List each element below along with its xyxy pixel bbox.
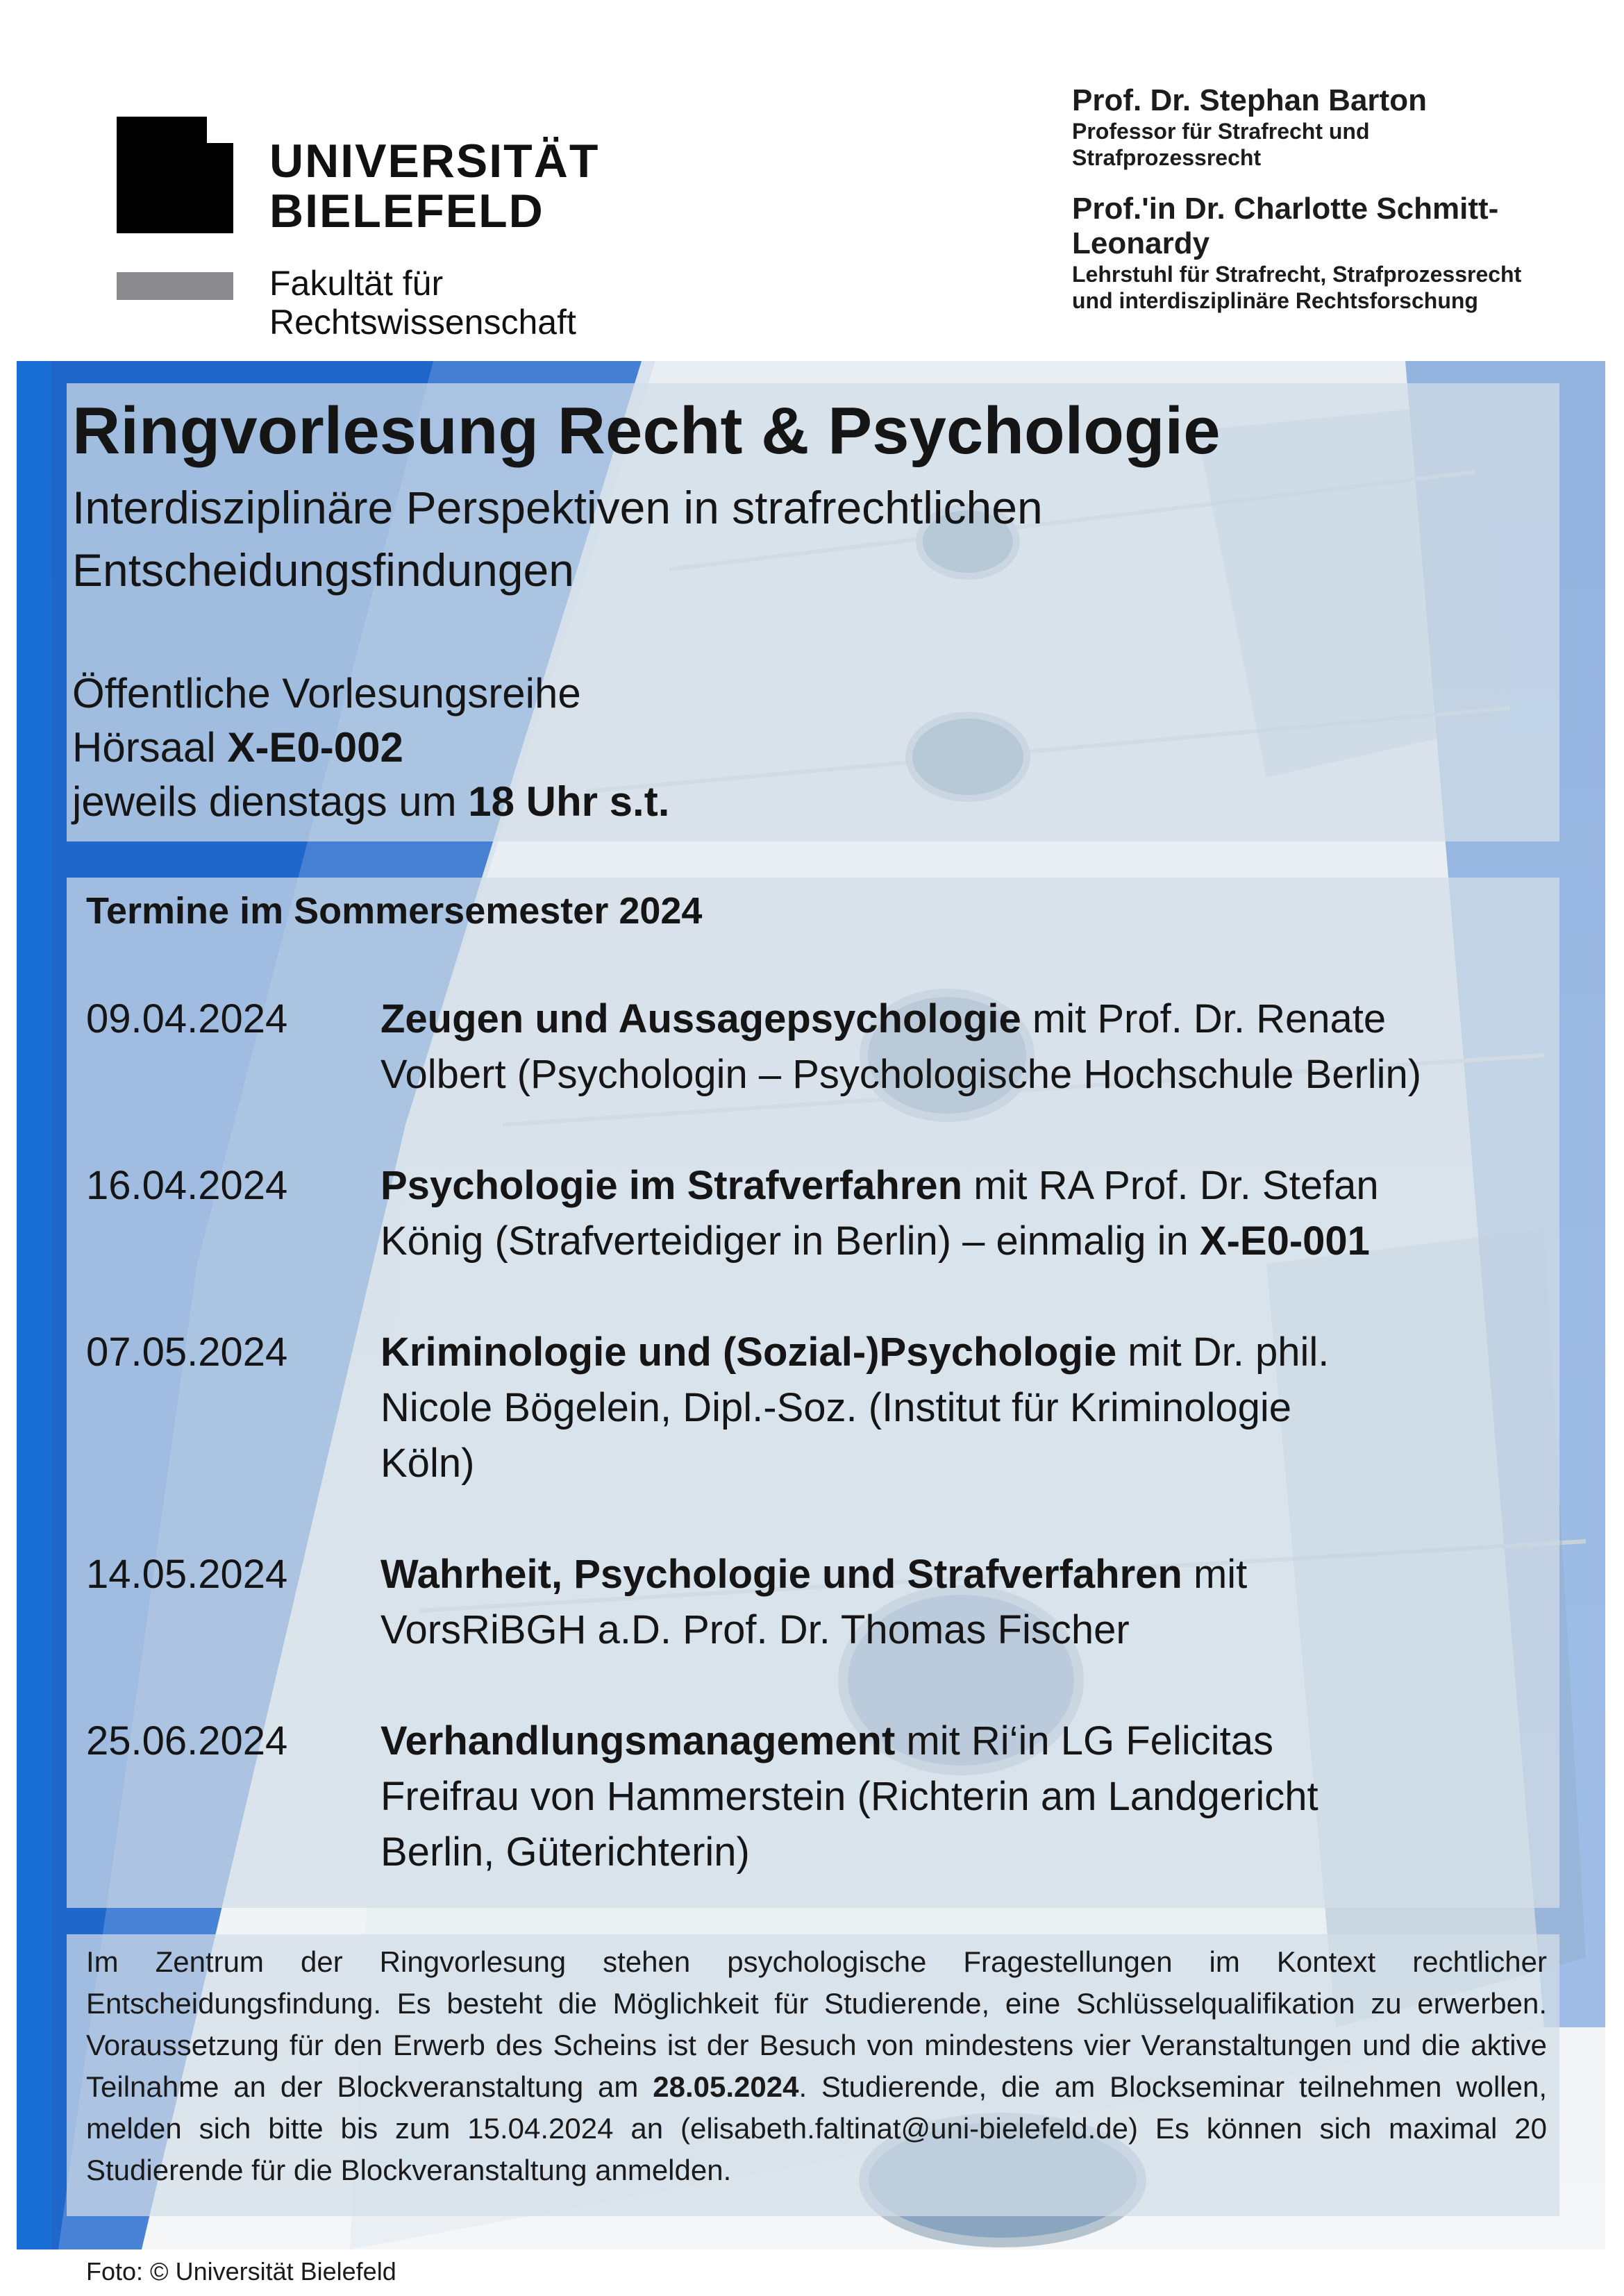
event-subtitle — [72, 476, 1391, 601]
event-line1-rest: mit — [1193, 1552, 1248, 1597]
event-date: 16.04.2024 — [86, 1163, 288, 1208]
event-date: 25.06.2024 — [86, 1718, 288, 1763]
footer-description — [86, 1941, 1547, 2191]
event-line2: Volbert (Psychologin – Psychologische Hochschule Berlin) — [380, 1052, 1422, 1097]
event-topic: Psychologie im Strafverfahren — [380, 1163, 963, 1208]
faculty-line1: Fakultät für — [269, 264, 444, 303]
event-description — [380, 991, 1624, 1103]
professor-1-name: Prof. Dr. Stephan Barton — [1072, 83, 1427, 117]
professor-1-role-line1: Professor für Strafrecht und — [1072, 119, 1370, 144]
event-description — [380, 1325, 1624, 1491]
event-description — [380, 1713, 1624, 1880]
event-line1-rest: mit Dr. phil. — [1128, 1330, 1330, 1375]
professor-2-name-line2: Leonardy — [1072, 226, 1210, 260]
time-value: 18 Uhr s.t. — [468, 778, 670, 825]
block-date: 28.05.2024 — [653, 2070, 799, 2103]
event-line1-rest: mit RA Prof. Dr. Stefan — [973, 1163, 1379, 1208]
professor-2-role-line2: und interdisziplinäre Rechtsforschung — [1072, 288, 1478, 313]
series-label: Öffentliche Vorlesungsreihe — [72, 670, 581, 717]
professor-2-name-line1: Prof.'in Dr. Charlotte Schmitt- — [1072, 192, 1499, 226]
event-title: Ringvorlesung Recht & Psychologie — [72, 394, 1221, 468]
event-line2: König (Strafverteidiger in Berlin) – einmalig in — [380, 1218, 1189, 1264]
event-line2: Freifrau von Hammerstein (Richterin am Landgericht — [380, 1774, 1319, 1819]
schedule-heading: Termine im Sommersemester 2024 — [86, 890, 703, 932]
footer-text-before: Im Zentrum der Ringvorlesung stehen psychologische Fragestellungen im Kontext rechtlicher Entscheidungsfindung. Es besteht die Möglichkeit für Studierende, eine Schlüsselqualifikation zu erwerben. Voraussetzung für den Erwerb des Scheins ist der Besuch von mindestens vier Veranstaltungen und die aktive Teilnahme an der Blockveranstaltung am — [86, 1945, 1547, 2103]
footer-text-after: . Studierende, die am Blockseminar teilnehmen wollen, melden sich bitte bis zum 15.04.2024 an (elisabeth.faltinat@uni-bielefeld.de) Es können sich maximal 20 Studierende für die Blockveranstaltung anmelden. — [86, 2070, 1548, 2186]
event-room-bold: X-E0-001 — [1199, 1218, 1370, 1264]
professor-1-role-line2: Strafprozessrecht — [1072, 145, 1262, 170]
university-name — [269, 136, 599, 236]
university-line1: UNIVERSITÄT — [269, 135, 600, 187]
professor-2-role-line1: Lehrstuhl für Strafrecht, Strafprozessrecht — [1072, 262, 1522, 287]
event-description — [380, 1547, 1624, 1658]
event-line3: Berlin, Güterichterin) — [380, 1829, 750, 1875]
event-topic: Verhandlungsmanagement — [380, 1718, 896, 1763]
professors-block — [1072, 83, 1558, 314]
subtitle-line1: Interdisziplinäre Perspektiven in strafrechtlichen — [72, 482, 1043, 533]
time-prefix: jeweils dienstags um — [72, 778, 457, 825]
event-line3: Köln) — [380, 1441, 475, 1486]
event-date: 14.05.2024 — [86, 1552, 288, 1597]
subtitle-line2: Entscheidungsfindungen — [72, 544, 574, 596]
event-line2: Nicole Bögelein, Dipl.-Soz. (Institut für Kriminologie — [380, 1385, 1291, 1430]
event-description — [380, 1158, 1624, 1269]
photo-credit: Foto: © Universität Bielefeld — [86, 2257, 396, 2286]
faculty-name — [269, 264, 576, 342]
logo-gray-bar — [117, 272, 233, 300]
logo-notch — [207, 117, 233, 143]
room-number: X-E0-002 — [227, 724, 403, 771]
room-prefix: Hörsaal — [72, 724, 216, 771]
event-line2: VorsRiBGH a.D. Prof. Dr. Thomas Fischer — [380, 1607, 1130, 1652]
university-line2: BIELEFELD — [269, 185, 544, 237]
event-line1-rest: mit Ri‘in LG Felicitas — [906, 1718, 1273, 1763]
time-line — [72, 775, 669, 829]
event-info — [72, 667, 669, 829]
event-topic: Zeugen und Aussagepsychologie — [380, 996, 1021, 1041]
room-line — [72, 721, 669, 775]
event-date: 07.05.2024 — [86, 1330, 288, 1375]
faculty-line2: Rechtswissenschaft — [269, 303, 576, 342]
event-date: 09.04.2024 — [86, 996, 288, 1041]
event-line1-rest: mit Prof. Dr. Renate — [1032, 996, 1387, 1041]
event-topic: Kriminologie und (Sozial-)Psychologie — [380, 1330, 1117, 1375]
event-topic: Wahrheit, Psychologie und Strafverfahren — [380, 1552, 1182, 1597]
